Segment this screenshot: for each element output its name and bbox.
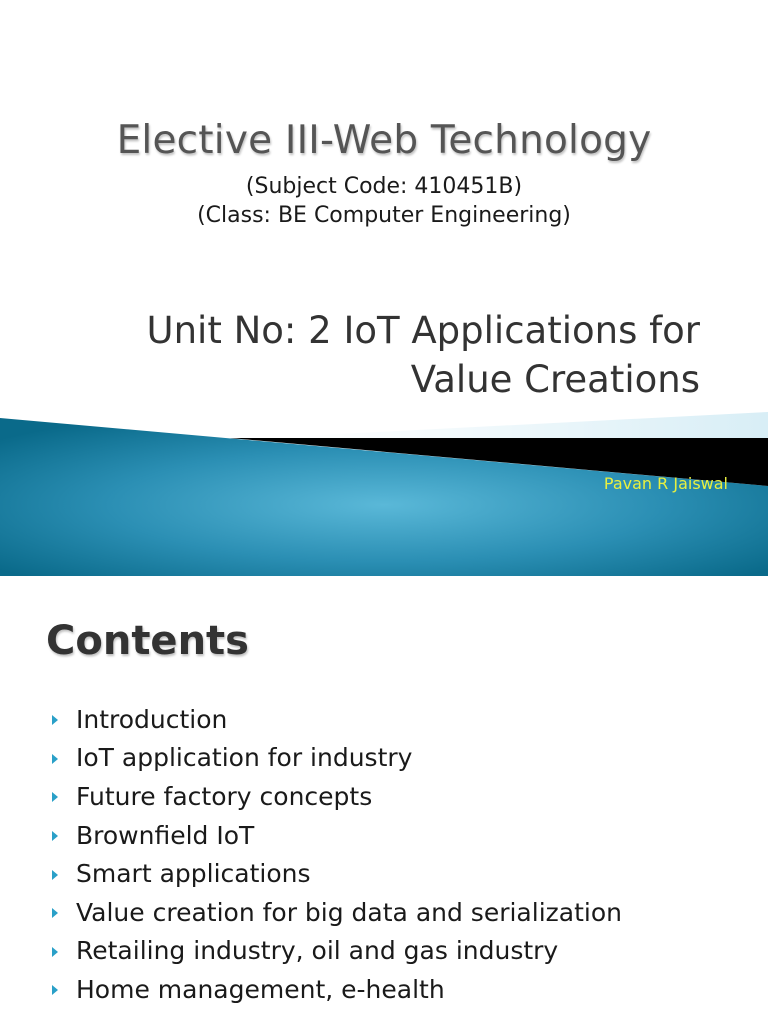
class-line: (Class: BE Computer Engineering) [197, 203, 571, 228]
list-item [52, 739, 622, 778]
contents-list [52, 700, 622, 1009]
list-item-text: Home management, e-health [76, 974, 445, 1004]
triangle-right-icon [52, 947, 58, 957]
subject-code: (Subject Code: 410451B) [245, 174, 523, 199]
list-item [52, 816, 622, 855]
unit-title-line-2: Value Creations [410, 358, 700, 401]
contents-heading: Contents [46, 618, 249, 664]
list-item [52, 777, 622, 816]
list-item-text: Brownfield IoT [76, 820, 255, 850]
triangle-right-icon [52, 908, 58, 918]
triangle-right-icon [52, 831, 58, 841]
list-item [52, 970, 622, 1009]
list-item-text: IoT application for industry [76, 743, 413, 773]
triangle-right-icon [52, 715, 58, 725]
decorative-band [0, 412, 768, 576]
list-item [52, 932, 622, 971]
slide-title: Elective III-Web Technology [116, 118, 652, 163]
list-item-text: Future factory concepts [76, 781, 373, 811]
list-item [52, 854, 622, 893]
author-name: Pavan R Jaiswal [603, 474, 728, 493]
triangle-right-icon [52, 870, 58, 880]
triangle-right-icon [52, 985, 58, 995]
list-item [52, 893, 622, 932]
list-item-text: Smart applications [76, 859, 311, 889]
band-pale-stripe [300, 412, 768, 438]
triangle-right-icon [52, 792, 58, 802]
list-item [52, 700, 622, 739]
triangle-right-icon [52, 754, 58, 764]
unit-title-line-1: Unit No: 2 IoT Applications for [146, 309, 700, 352]
list-item-text: Introduction [76, 704, 228, 734]
list-item-text: Retailing industry, oil and gas industry [76, 936, 559, 966]
list-item-text: Value creation for big data and serialization [76, 897, 622, 927]
unit-title [147, 306, 700, 404]
